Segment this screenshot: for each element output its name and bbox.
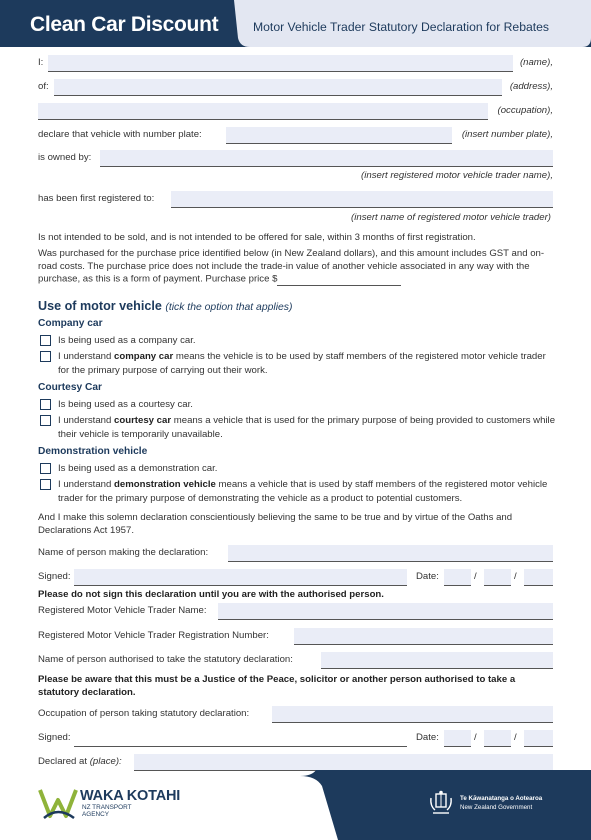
registered-row xyxy=(38,188,553,208)
declared-at-label: Declared at (place): xyxy=(38,756,122,767)
waka-kotahi-glyph-icon xyxy=(38,786,78,822)
occupation-hint: (occupation), xyxy=(497,105,553,116)
signed-row-1 xyxy=(38,566,553,586)
trader-name-label: Registered Motor Vehicle Trader Name: xyxy=(38,605,207,616)
date-month-input-1[interactable] xyxy=(484,569,511,586)
govt-maori-name: Te Kāwanatanga o Aotearoa xyxy=(460,795,543,802)
date-year-input-1[interactable] xyxy=(524,569,553,586)
signed-label-2: Signed: xyxy=(38,732,71,743)
name-row xyxy=(38,52,553,72)
not-for-sale-text: Is not intended to be sold, and is not intended to be offered for sale, within 3 months of first registration. xyxy=(38,232,476,243)
demo-car-checkbox[interactable] xyxy=(40,463,51,474)
date-sep-2b: / xyxy=(514,732,517,743)
authorised-person-input[interactable] xyxy=(321,652,553,669)
govt-english-name: New Zealand Government xyxy=(460,804,533,811)
date-sep-1b: / xyxy=(514,571,517,582)
trader-name-row xyxy=(38,600,553,620)
taker-occupation-row xyxy=(38,703,553,723)
demo-vehicle-heading: Demonstration vehicle xyxy=(38,446,148,457)
date-day-input-1[interactable] xyxy=(444,569,471,586)
purchase-price-input[interactable] xyxy=(277,273,401,286)
address-row xyxy=(38,76,553,96)
authorised-person-row xyxy=(38,649,553,669)
nz-government-logo xyxy=(428,790,568,816)
number-plate-input[interactable] xyxy=(226,127,452,144)
taker-occupation-input[interactable] xyxy=(272,706,553,723)
address-input[interactable] xyxy=(54,79,502,96)
address-hint: (address), xyxy=(509,81,553,92)
registered-hint: (insert name of registered motor vehicle trader) xyxy=(351,212,551,223)
declarant-signature-input[interactable] xyxy=(74,569,407,586)
purchase-paragraph xyxy=(38,248,553,286)
taker-occupation-label: Occupation of person taking statutory declaration: xyxy=(38,708,250,719)
company-option-1-text: Is being used as a company car. xyxy=(58,335,196,346)
authorised-warning: Please be aware that this must be a Justice of the Peace, solicitor or another person authorised to take a statutory declaration. xyxy=(38,674,516,698)
trader-name-input[interactable] xyxy=(218,603,553,620)
company-car-heading: Company car xyxy=(38,318,103,329)
use-title: Use of motor vehicle xyxy=(38,299,162,313)
use-section-title xyxy=(38,299,292,313)
nz-coat-of-arms-icon xyxy=(428,790,454,816)
date-month-input-2[interactable] xyxy=(484,730,511,747)
use-instruction: (tick the option that applies) xyxy=(165,302,293,313)
courtesy-understand-checkbox[interactable] xyxy=(40,415,51,426)
courtesy-car-heading: Courtesy Car xyxy=(38,382,102,393)
do-not-sign-warning: Please do not sign this declaration until you are with the authorised person. xyxy=(38,589,384,600)
registered-label: has been first registered to: xyxy=(38,193,155,204)
occupation-row xyxy=(38,100,553,120)
trader-number-input[interactable] xyxy=(294,628,553,645)
person-name-row xyxy=(38,542,553,562)
date-label-1: Date: xyxy=(416,571,439,582)
authorised-person-label: Name of person authorised to take the statutory declaration: xyxy=(38,654,293,665)
header-banner xyxy=(0,0,591,47)
company-option-2-text: I understand company car means the vehicle is to be used by staff members of the registered motor vehicle trader for the primary purpose of carrying out their work. xyxy=(58,351,546,376)
demo-option-2-text: I understand demonstration vehicle means a vehicle that is used by staff members of the registered motor vehicle trader for the primary purpose of demonstrating the vehicle as a product to potential customers. xyxy=(58,479,548,504)
of-label: of: xyxy=(38,81,49,92)
owned-label: is owned by: xyxy=(38,152,92,163)
signed-label-1: Signed: xyxy=(38,571,71,582)
date-year-input-2[interactable] xyxy=(524,730,553,747)
plate-label: declare that vehicle with number plate: xyxy=(38,129,202,140)
courtesy-option-1-text: Is being used as a courtesy car. xyxy=(58,399,193,410)
plate-hint: (insert number plate), xyxy=(461,129,553,140)
person-name-label: Name of person making the declaration: xyxy=(38,547,209,558)
demo-understand-checkbox[interactable] xyxy=(40,479,51,490)
declared-place-input[interactable] xyxy=(134,754,553,771)
agency-subtitle: NZ TRANSPORT AGENCY xyxy=(82,804,132,818)
date-day-input-2[interactable] xyxy=(444,730,471,747)
occupation-input[interactable] xyxy=(38,103,488,120)
waka-kotahi-logo xyxy=(38,786,188,826)
plate-row xyxy=(38,124,553,144)
trader-number-row xyxy=(38,625,553,645)
first-registered-input[interactable] xyxy=(171,191,553,208)
courtesy-option-2-text: I understand courtesy car means a vehicle that is used for the primary purpose of being provided to customers while their vehicle is temporarily unavailable. xyxy=(58,415,556,440)
form-subtitle: Motor Vehicle Trader Statutory Declaration for Rebates xyxy=(253,20,550,34)
signed-row-2 xyxy=(38,727,553,747)
form-title: Clean Car Discount xyxy=(30,13,219,36)
name-input[interactable] xyxy=(48,55,513,72)
owner-input[interactable] xyxy=(100,150,553,167)
company-car-checkbox[interactable] xyxy=(40,335,51,346)
i-label: I: xyxy=(38,57,44,68)
date-label-2: Date: xyxy=(416,732,439,743)
date-sep-2a: / xyxy=(474,732,477,743)
agency-name: WAKA KOTAHI xyxy=(80,788,181,804)
solemn-declaration-text: And I make this solemn declaration conscientiously believing the same to be true and by virtue of the Oaths and Declarations Act 1957. xyxy=(38,512,513,536)
owned-row xyxy=(38,147,553,167)
company-understand-checkbox[interactable] xyxy=(40,351,51,362)
purchase-text: Was purchased for the purchase price identified below (in New Zealand dollars), and this amount includes GST and on-road costs. The purchase price does not include the trade-in value of another vehicle associated in any way with the purchase, as this is a form of payment. Purchase price $ xyxy=(38,248,545,285)
name-hint: (name), xyxy=(519,57,553,68)
person-name-input[interactable] xyxy=(228,545,553,562)
declared-at-row xyxy=(38,751,553,771)
trader-number-label: Registered Motor Vehicle Trader Registration Number: xyxy=(38,630,269,641)
demo-option-1-text: Is being used as a demonstration car. xyxy=(58,463,218,474)
taker-signature-input[interactable] xyxy=(74,730,407,747)
date-sep-1a: / xyxy=(474,571,477,582)
owned-hint: (insert registered motor vehicle trader name), xyxy=(361,170,553,181)
courtesy-car-checkbox[interactable] xyxy=(40,399,51,410)
